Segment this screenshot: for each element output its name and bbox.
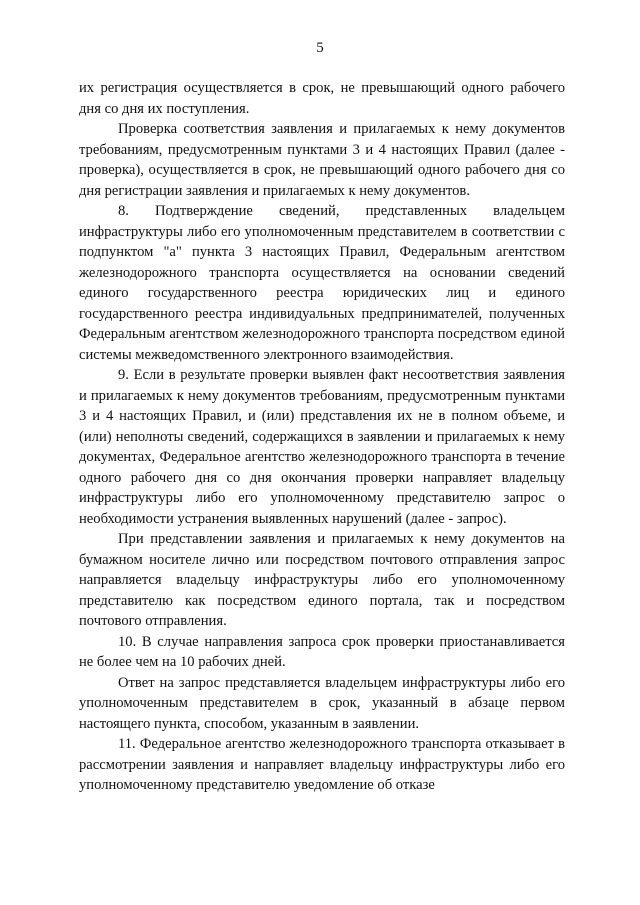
paragraph-item-8: 8. Подтверждение сведений, представленных владельцем инфраструктуры либо его уполномоченным представителем в соответствии с подпунктом "а" пункта 3 настоящих Правил, Федеральным агентством железнодорожного транспорта осуществляется на основании сведений единого государственного реестра юридических лиц и единого государственного реестра индивидуальных предпринимателей, полученных Федеральным агентством железнодорожного транспорта посредством единой системы межведомственного электронного взаимодействия. <box>79 203 565 363</box>
paragraph-verification: Проверка соответствия заявления и прилагаемых к нему документов требованиям, предусмотренным пунктами 3 и 4 настоящих Правил (далее - проверка), осуществляется в срок, не превышающий одного рабочего дня со дня регистрации заявления и прилагаемых к нему документов. <box>79 121 565 199</box>
paragraph-item-10: 10. В случае направления запроса срок проверки приостанавливается не более чем на 10 рабочих дней. <box>79 633 565 670</box>
document-body <box>79 78 565 796</box>
paragraph-item-9: 9. Если в результате проверки выявлен факт несоответствия заявления и прилагаемых к нему документов требованиям, предусмотренным пунктами 3 и 4 настоящих Правил, и (или) представления их не в полном объеме, и (или) неполноты сведений, содержащихся в заявлении и прилагаемых к нему документах, Федеральное агентство железнодорожного транспорта в течение одного рабочего дня со дня окончания проверки направляет владельцу инфраструктуры либо его уполномоченному представителю запрос о необходимости устранения выявленных нарушений (далее - запрос). <box>79 367 565 527</box>
paragraph-item-11: 11. Федеральное агентство железнодорожного транспорта отказывает в рассмотрении заявления и направляет владельцу инфраструктуры либо его уполномоченному представителю уведомление об отказе <box>79 736 565 793</box>
page-number: 5 <box>316 40 324 56</box>
paragraph-paper-submission: При представлении заявления и прилагаемых к нему документов на бумажном носителе лично или посредством почтового отправления запрос направляется владельцу инфраструктуры либо его уполномоченному представителю как посредством единого портала, так и посредством почтового отправления. <box>79 531 565 629</box>
paragraph-registration-continuation: их регистрация осуществляется в срок, не превышающий одного рабочего дня со дня их поступления. <box>79 80 565 117</box>
paragraph-response: Ответ на запрос представляется владельцем инфраструктуры либо его уполномоченным представителем в срок, указанный в абзаце первом настоящего пункта, способом, указанным в заявлении. <box>79 674 565 732</box>
